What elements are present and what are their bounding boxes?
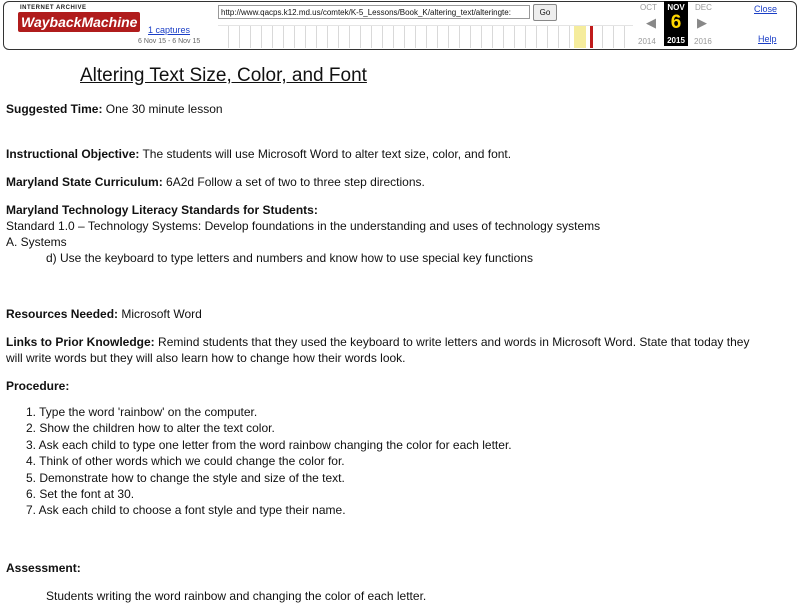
resources-needed xyxy=(6,306,786,322)
captures-link[interactable]: 1 captures xyxy=(148,25,191,35)
prior-label: Links to Prior Knowledge: xyxy=(6,335,155,349)
capture-sparkline[interactable] xyxy=(218,25,633,48)
procedure-step: 6. Set the font at 30. xyxy=(26,487,135,502)
current-capture-date xyxy=(664,1,688,46)
next-year-label[interactable]: 2016 xyxy=(694,37,712,46)
prior-line-1: Remind students that they used the keyboard to write letters and words in Microsoft Word. State that today they xyxy=(154,335,750,349)
help-link[interactable]: Help xyxy=(758,34,777,44)
next-capture-arrow-icon[interactable]: ▶ xyxy=(697,15,707,30)
resources-value: Microsoft Word xyxy=(118,307,202,321)
next-month-label[interactable]: DEC xyxy=(695,3,712,12)
instructional-objective xyxy=(6,146,786,162)
procedure-list xyxy=(6,404,512,519)
procedure-step: 3. Ask each child to type one letter from the word rainbow changing the color for each letter. xyxy=(26,437,512,452)
current-day-label: 6 xyxy=(670,12,682,33)
curriculum-value: 6A2d Follow a set of two to three step directions. xyxy=(162,175,425,189)
procedure-heading: Procedure: xyxy=(6,379,70,393)
procedure-step: 2. Show the children how to alter the text color. xyxy=(26,421,275,436)
prev-month-label[interactable]: OCT xyxy=(640,3,657,12)
go-button[interactable]: Go xyxy=(533,4,557,21)
objective-value: The students will use Microsoft Word to alter text size, color, and font. xyxy=(139,147,512,161)
assessment-text: Students writing the word rainbow and changing the color of each letter. xyxy=(46,589,427,603)
standard-line: Standard 1.0 – Technology Systems: Develop foundations in the understanding and uses of technology systems xyxy=(6,219,601,233)
indicator-line: d) Use the keyboard to type letters and numbers and know how to use special key functions xyxy=(46,251,533,265)
suggested-time-value: One 30 minute lesson xyxy=(102,102,223,116)
prev-year-label[interactable]: 2014 xyxy=(638,37,656,46)
state-curriculum xyxy=(6,174,786,190)
close-link[interactable]: Close xyxy=(754,4,778,14)
page-title: Altering Text Size, Color, and Font xyxy=(80,65,367,86)
prior-line-2: will write words but they will also learn how to change how their words look. xyxy=(6,351,406,365)
suggested-time-label: Suggested Time: xyxy=(6,102,103,116)
sparkline-capture-mark[interactable] xyxy=(590,26,593,48)
systems-line: A. Systems xyxy=(6,235,67,249)
logo-caption: INTERNET ARCHIVE xyxy=(20,5,87,11)
assessment-heading: Assessment: xyxy=(6,561,81,575)
resources-label: Resources Needed: xyxy=(6,307,119,321)
procedure-step: 4. Think of other words which we could change the color for. xyxy=(26,454,345,469)
wayback-logo[interactable] xyxy=(18,3,138,37)
procedure-step: 1. Type the word 'rainbow' on the computer. xyxy=(26,405,258,419)
standards-heading: Maryland Technology Literacy Standards for Students: xyxy=(6,203,318,217)
curriculum-label: Maryland State Curriculum: xyxy=(6,175,163,189)
url-input[interactable]: http://www.qacps.k12.md.us/comtek/K-5_Lessons/Book_K/altering_text/alteringte: xyxy=(218,5,530,19)
capture-date-range: 6 Nov 15 - 6 Nov 15 xyxy=(138,38,201,45)
procedure-step: 5. Demonstrate how to change the style and size of the text. xyxy=(26,470,345,485)
current-year-label: 2015 xyxy=(667,36,685,45)
sparkline-year-highlight xyxy=(574,26,586,48)
suggested-time xyxy=(6,101,786,117)
prev-capture-arrow-icon[interactable]: ◀ xyxy=(646,15,656,30)
wayback-toolbar xyxy=(0,0,800,51)
objective-label: Instructional Objective: xyxy=(6,147,140,161)
current-month-label: NOV xyxy=(667,3,685,12)
logo-wordmark: WaybackMachine xyxy=(18,12,140,32)
procedure-step: 7. Ask each child to choose a font style and type their name. xyxy=(26,503,346,518)
prior-knowledge xyxy=(6,334,786,350)
